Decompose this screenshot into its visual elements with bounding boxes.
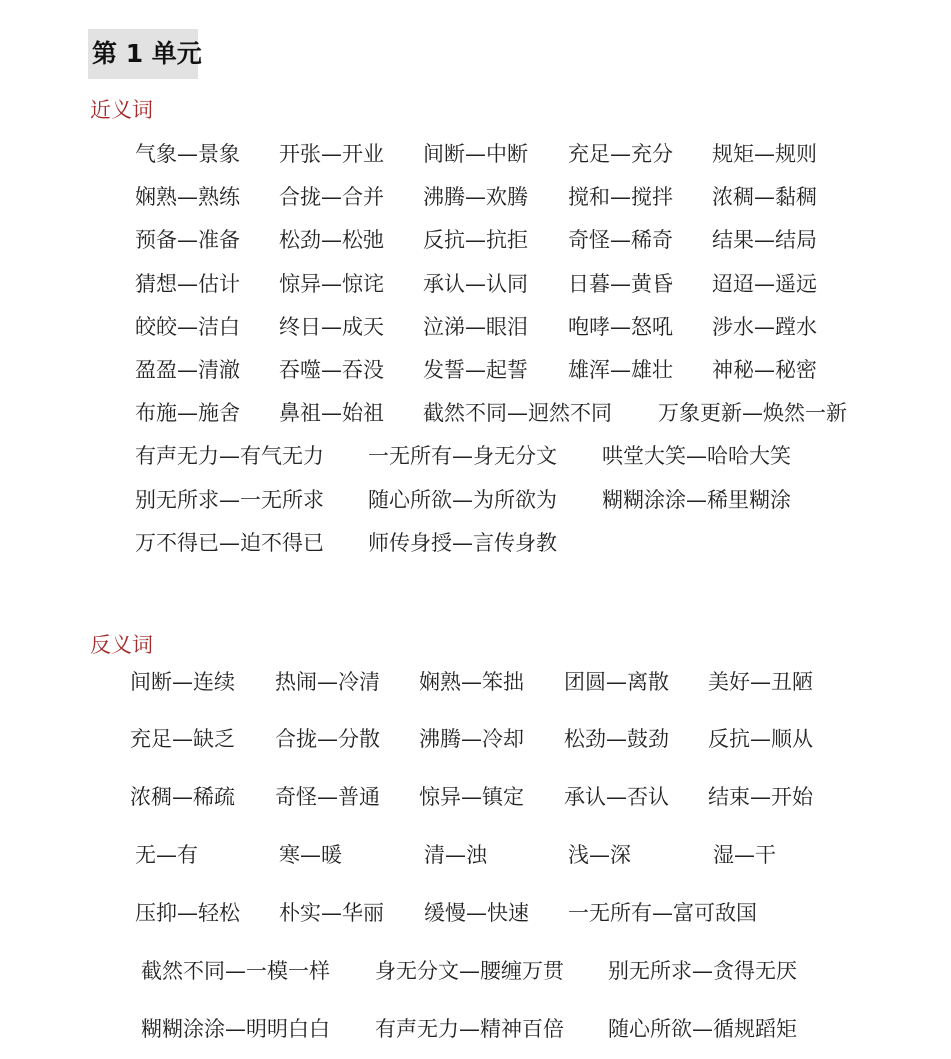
antonym-pair: 截然不同—一模一样: [141, 959, 330, 983]
synonym-pair: 猜想—估计: [135, 272, 240, 296]
synonym-pair: 发誓—起誓: [423, 358, 528, 382]
synonym-pair: 规矩—规则: [712, 142, 817, 166]
antonym-pair: 身无分文—腰缠万贯: [375, 959, 564, 983]
synonym-pair: 泣涕—眼泪: [423, 315, 528, 339]
antonym-pair: 充足—缺乏: [130, 727, 235, 751]
synonym-pair: 神秘—秘密: [712, 358, 817, 382]
synonym-pair: 皎皎—洁白: [135, 315, 240, 339]
synonym-pair: 一无所有—身无分文: [368, 444, 557, 468]
synonym-pair: 师传身授—言传身教: [368, 531, 557, 555]
synonym-pair: 盈盈—清澈: [135, 358, 240, 382]
synonym-pair: 万不得已—迫不得已: [135, 531, 324, 555]
synonym-pair: 鼻祖—始祖: [279, 401, 384, 425]
synonym-pair: 布施—施舍: [135, 401, 240, 425]
antonym-pair: 合拢—分散: [275, 727, 380, 751]
synonym-pair: 咆哮—怒吼: [568, 315, 673, 339]
unit-title: 第 1 单元: [88, 29, 198, 79]
synonym-pair: 截然不同—迥然不同: [423, 401, 612, 425]
synonym-pair: 结果—结局: [712, 228, 817, 252]
synonym-pair: 反抗—抗拒: [423, 228, 528, 252]
antonym-pair: 湿—干: [713, 843, 776, 867]
antonym-pair: 缓慢—快速: [424, 901, 529, 925]
antonym-pair: 结束—开始: [708, 785, 813, 809]
synonym-pair: 吞噬—吞没: [279, 358, 384, 382]
synonym-pair: 合拢—合并: [279, 185, 384, 209]
synonym-pair: 涉水—蹚水: [712, 315, 817, 339]
synonym-pair: 开张—开业: [279, 142, 384, 166]
synonym-pair: 承认—认同: [423, 272, 528, 296]
antonym-pair: 清—浊: [424, 843, 487, 867]
antonym-pair: 美好—丑陋: [708, 670, 813, 694]
synonyms-heading: 近义词: [90, 98, 153, 122]
synonym-pair: 终日—成天: [279, 315, 384, 339]
synonym-pair: 搅和—搅拌: [568, 185, 673, 209]
antonym-pair: 有声无力—精神百倍: [375, 1017, 564, 1041]
synonym-pair: 奇怪—稀奇: [568, 228, 673, 252]
antonym-pair: 随心所欲—循规蹈矩: [608, 1017, 797, 1041]
antonym-pair: 寒—暖: [279, 843, 342, 867]
synonym-pair: 气象—景象: [135, 142, 240, 166]
synonym-pair: 娴熟—熟练: [135, 185, 240, 209]
synonym-pair: 迢迢—遥远: [712, 272, 817, 296]
antonym-pair: 浓稠—稀疏: [130, 785, 235, 809]
synonym-pair: 有声无力—有气无力: [135, 444, 324, 468]
antonym-pair: 松劲—鼓劲: [564, 727, 669, 751]
antonym-pair: 娴熟—笨拙: [419, 670, 524, 694]
synonym-pair: 间断—中断: [423, 142, 528, 166]
synonym-pair: 万象更新—焕然一新: [658, 401, 847, 425]
antonym-pair: 浅—深: [568, 843, 631, 867]
synonym-pair: 沸腾—欢腾: [423, 185, 528, 209]
antonym-pair: 压抑—轻松: [135, 901, 240, 925]
antonym-pair: 承认—否认: [564, 785, 669, 809]
antonym-pair: 团圆—离散: [564, 670, 669, 694]
synonym-pair: 糊糊涂涂—稀里糊涂: [602, 488, 791, 512]
antonym-pair: 别无所求—贪得无厌: [608, 959, 797, 983]
synonym-pair: 别无所求—一无所求: [135, 488, 324, 512]
synonym-pair: 随心所欲—为所欲为: [368, 488, 557, 512]
antonym-pair: 奇怪—普通: [275, 785, 380, 809]
antonym-pair: 朴实—华丽: [279, 901, 384, 925]
synonym-pair: 充足—充分: [568, 142, 673, 166]
antonym-pair: 沸腾—冷却: [419, 727, 524, 751]
antonym-pair: 一无所有—富可敌国: [568, 901, 757, 925]
antonym-pair: 惊异—镇定: [419, 785, 524, 809]
antonym-pair: 热闹—冷清: [275, 670, 380, 694]
antonyms-heading: 反义词: [90, 633, 153, 657]
synonym-pair: 哄堂大笑—哈哈大笑: [602, 444, 791, 468]
synonym-pair: 惊异—惊诧: [279, 272, 384, 296]
antonym-pair: 间断—连续: [130, 670, 235, 694]
antonym-pair: 糊糊涂涂—明明白白: [141, 1017, 330, 1041]
antonym-pair: 反抗—顺从: [708, 727, 813, 751]
synonym-pair: 日暮—黄昏: [568, 272, 673, 296]
antonym-pair: 无—有: [135, 843, 198, 867]
synonym-pair: 预备—准备: [135, 228, 240, 252]
synonym-pair: 浓稠—黏稠: [712, 185, 817, 209]
synonym-pair: 松劲—松弛: [279, 228, 384, 252]
synonym-pair: 雄浑—雄壮: [568, 358, 673, 382]
